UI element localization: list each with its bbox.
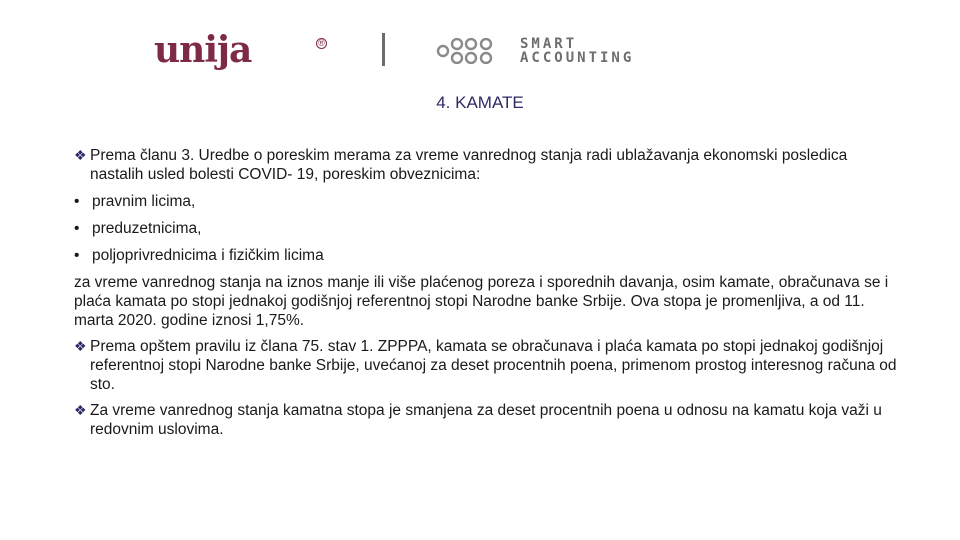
logo-divider [382, 33, 385, 66]
diamond-bullet-icon: ❖ [74, 402, 87, 418]
header [150, 28, 730, 76]
bullet-item [74, 219, 904, 238]
paragraph-4 [74, 401, 904, 439]
paragraph-2: za vreme vanrednog stanja na iznos manje ili više plaćenog poreza i sporednih davanja, osim kamate, obračunava se i plaća kamata po stopi jednakoj godišnjoj referentnoj stopi Narodne banke Srbije. Ova stopa je promenljiva, a od 11. marta 2020. godine iznosi 1,75%. [74, 274, 889, 329]
bullet-item-text: preduzetnicima, [92, 220, 202, 237]
paragraph-3 [74, 337, 904, 394]
bullet-item-text: pravnim licima, [92, 193, 196, 210]
diamond-bullet-icon: ❖ [74, 338, 87, 354]
diamond-bullet-icon: ❖ [74, 147, 87, 163]
registered-mark: ® [316, 38, 327, 49]
bullet-dot-icon: • [74, 247, 80, 264]
paragraph-4-text: Za vreme vanrednog stanja kamatna stopa je smanjena za deset procentnih poena u odnosu na kamatu koja važi u redovnim uslovima. [90, 402, 882, 438]
unija-logo: unija [154, 29, 252, 71]
paragraph-1 [74, 146, 904, 184]
bullet-item-text: poljoprivrednicima i fizičkim licima [92, 247, 324, 264]
bullet-dot-icon: • [74, 220, 80, 237]
paragraph-1-text: Prema članu 3. Uredbe o poreskim merama za vreme vanrednog stanja radi ublažavanja ekonomski posledica nastalih usled bolesti COVID- 19, poreskim obveznicima: [90, 147, 848, 183]
smart-logo-line1: SMART [520, 36, 578, 52]
bullet-item [74, 246, 904, 265]
bullet-item [74, 192, 904, 211]
smart-logo-line2: ACCOUNTING [520, 50, 635, 66]
smart-accounting-logo [520, 37, 634, 65]
dots-cluster-icon [435, 38, 499, 64]
page-title: 4. KAMATE [436, 93, 524, 112]
paragraph-3-text: Prema opštem pravilu iz člana 75. stav 1. ZPPPA, kamata se obračunava i plaća kamata po stopi jednakoj godišnjoj referentnoj stopi Narodne banke Srbije, uvećanoj za deset procentnih poena, primenom prostog interesnog računa od sto. [90, 338, 897, 393]
bullet-dot-icon: • [74, 193, 80, 210]
slide-body [74, 146, 904, 439]
